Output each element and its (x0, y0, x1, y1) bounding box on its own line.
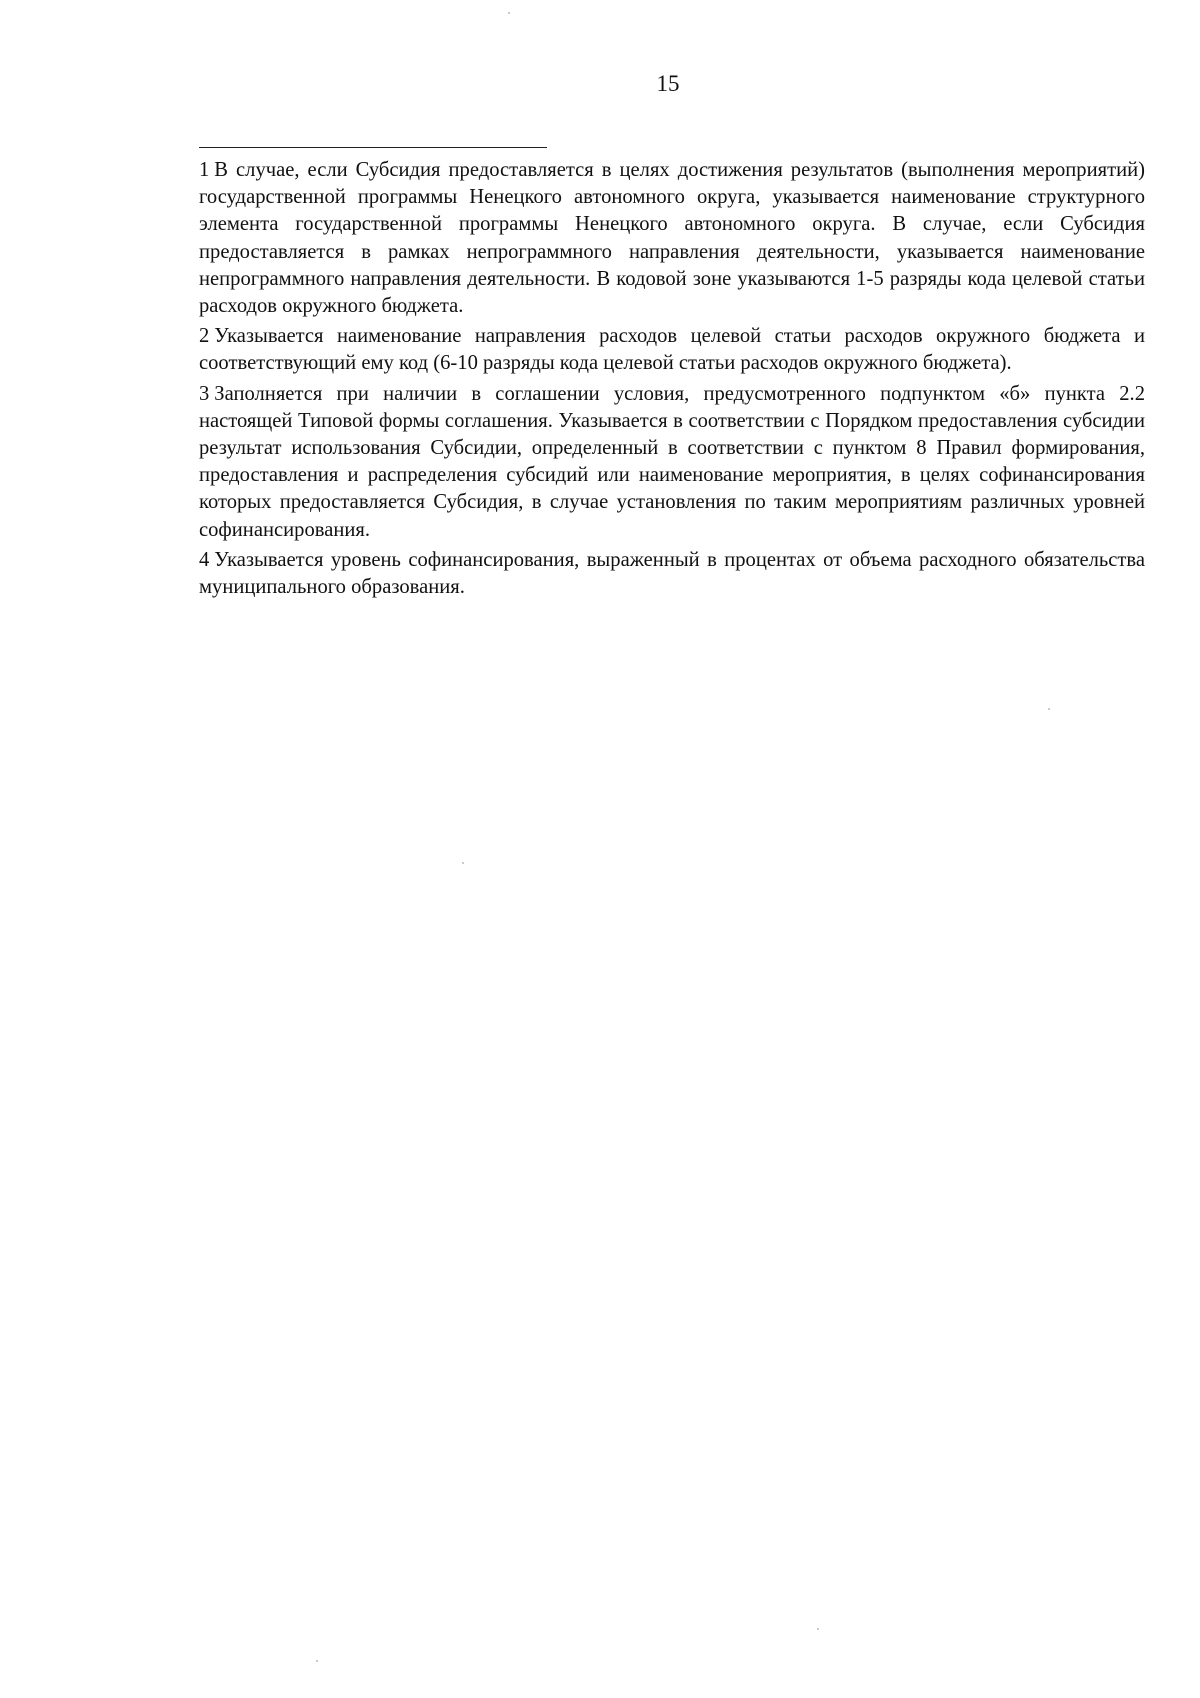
scan-speck (316, 1660, 318, 1662)
footnote-number: 4 (199, 548, 210, 571)
footnote-number: 2 (199, 325, 210, 348)
scan-speck (1048, 708, 1050, 710)
footnote-text: В случае, если Субсидия предоставляется в целях достижения результатов (выполнения мероприятий) государственной программы Ненецкого автономного округа, указывается наименование структурного элемента государственной программы Ненецкого автономного округа. В случае, если Субсидия предоставляется в рамках непрограммного направления деятельности, указывается наименование непрограммного направления деятельности. В кодовой зоне указываются 1-5 разряды кода целевой статьи расходов окружного бюджета. (199, 159, 1145, 318)
footnote-number: 1 (199, 159, 210, 181)
footnote-number: 3 (199, 382, 210, 405)
footnote-text: Заполняется при наличии в соглашении условия, предусмотренного подпунктом «б» пункта 2.2 настоящей Типовой формы соглашения. Указывается в соответствии с Порядком предоставления субсидии результат использования Субсидии, определенный в соответствии с пунктом 8 Правил формирования, предоставления и распределения субсидий или наименование мероприятия, в целях софинансирования которых предоставляется Субсидия, в случае установления по таким мероприятиям различных уровней софинансирования. (199, 382, 1145, 541)
footnote-2 (199, 323, 1145, 377)
footnote-3 (199, 381, 1145, 544)
footnotes-section (199, 157, 1145, 604)
page-number: 15 (656, 71, 680, 96)
footnote-1 (199, 157, 1145, 320)
scan-speck (817, 1628, 819, 1630)
scan-speck (508, 12, 510, 14)
footnote-text: Указывается наименование направления расходов целевой статьи расходов окружного бюджета и соответствующий ему код (6-10 разряды кода целевой статьи расходов окружного бюджета). (199, 325, 1145, 375)
footnote-4 (199, 547, 1145, 601)
footnote-text: Указывается уровень софинансирования, выраженный в процентах от объема расходного обязательства муниципального образования. (199, 548, 1145, 599)
scan-speck (462, 862, 464, 864)
footnote-separator (199, 147, 547, 148)
